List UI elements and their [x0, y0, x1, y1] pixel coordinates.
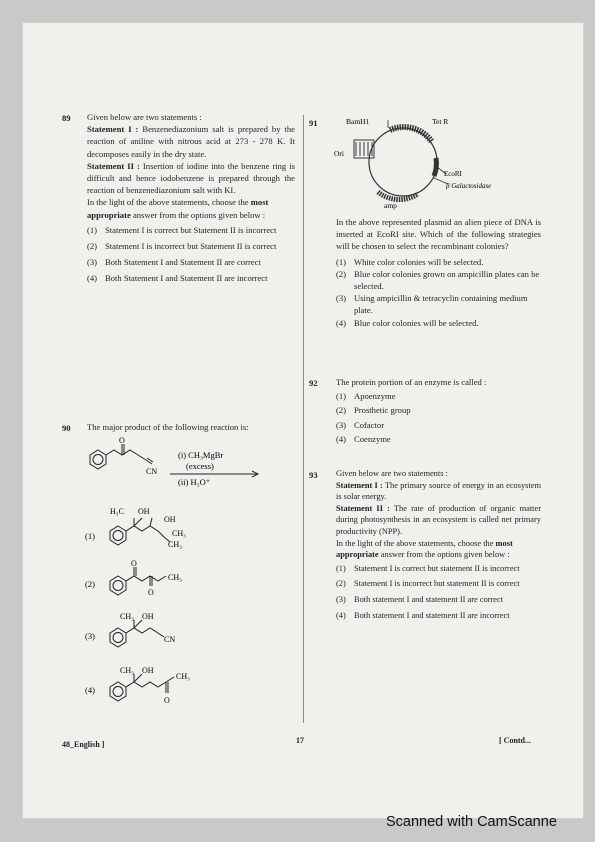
opt2-o-b: O	[148, 588, 154, 597]
tetr-label: Tet R	[432, 117, 449, 126]
q93-statement2-label: Statement II :	[336, 503, 390, 513]
opt2-o-a: O	[131, 559, 137, 568]
q89-prompt-b: most appropriate	[87, 197, 269, 220]
opt3-cn: CN	[164, 635, 176, 644]
q90-option-3-label: (3)	[85, 631, 95, 641]
footer-page-code: 48_English ]	[62, 740, 105, 749]
q93-statement1-label: Statement I :	[336, 480, 383, 490]
q93-option-3[interactable]: (3) Both statement I and statement II are correct	[336, 594, 504, 604]
q92-block	[336, 376, 541, 445]
ori-label: Ori	[334, 149, 344, 158]
benzene-ring	[90, 450, 106, 469]
q93-option-4[interactable]: (4) Both statement I and statement II are incorrect	[336, 610, 510, 620]
opt3-oh: OH	[142, 612, 154, 621]
q93-prompt-a: In the light of the above statements, choose the	[336, 538, 494, 548]
q91-option-2[interactable]: (2) Blue color colonies grown on ampicillin plates can be selected.	[336, 268, 540, 292]
q92-option-1[interactable]: (1) Apoenzyme	[336, 391, 396, 402]
bamh1-label: BamH1	[346, 117, 370, 126]
opt1-ch3-a: CH₃	[172, 529, 186, 538]
q89-statement2-text: Insertion of iodine into the benzene ring is difficult and hence iodobenzene is prepared through the reaction of benzenediazonium salt with KI.	[87, 160, 295, 196]
scanner-watermark: Scanned with CamScanne	[386, 814, 557, 830]
opt2-ch3: CH₃	[168, 573, 182, 582]
carbon-chain	[106, 450, 146, 460]
galactosidase-gene	[434, 158, 436, 176]
q93-option-1[interactable]: (1) Statement I is correct but statement II is incorrect	[336, 563, 520, 573]
opt4-ch3-a: CH₃	[120, 666, 134, 675]
plasmid-diagram	[328, 110, 548, 210]
opt4-o: O	[164, 696, 170, 705]
q93-statement1-text: The primary source of energy in an ecosystem is solar energy.	[336, 480, 541, 502]
ketone-o-label: O	[119, 436, 125, 445]
q92-option-2[interactable]: (2) Prosthetic group	[336, 405, 411, 416]
amp-label: amp	[384, 201, 397, 210]
reagent-2: (ii) H₃O⁺	[178, 477, 211, 487]
opt3-ch3: CH₃	[120, 612, 134, 621]
opt1-ch3-b: CH₃	[168, 540, 182, 549]
q93-prompt-b: most appropriate	[336, 538, 513, 560]
q90-option-2-label: (2)	[85, 579, 95, 589]
reagent-excess: (excess)	[186, 461, 214, 471]
q92-number: 92	[309, 378, 318, 388]
q91-option-3[interactable]: (3) Using ampicillin & tetracyclin containing medium plate.	[336, 293, 528, 316]
q89-prompt-c: answer from the options given below :	[132, 209, 266, 220]
q91-question: In the above represented plasmid an alien piece of DNA is inserted at EcoRI site. Which of the following strategies will be chosen to select the recombinant colonies?	[336, 217, 541, 252]
q89-statement1-text: Benzenediazonium salt is prepared by the reaction of aniline with nitrous acid at 273 - 278 K. It decomposes easily in the dry state.	[87, 124, 295, 159]
q93-number: 93	[309, 470, 318, 480]
q89-prompt-a: In the light of the above statements, choose the	[87, 197, 249, 208]
q90-option-1-label: (1)	[85, 531, 95, 541]
ecori-label: EcoRI	[444, 170, 462, 178]
q93-statement2-text: The rate of production of organic matter during photosynthesis in an ecosystem is called net primary productivity (NPP).	[336, 503, 541, 536]
q93-option-2[interactable]: (2) Statement I is incorrect but statement II is correct	[336, 579, 520, 589]
opt1-h3c: H₃C	[110, 507, 124, 516]
column-divider	[303, 115, 304, 723]
q89-statement1-label: Statement I :	[87, 124, 139, 135]
q91-block	[336, 216, 541, 329]
galactosidase-label: β Galactosidase	[446, 182, 492, 190]
q89-number: 89	[62, 113, 71, 123]
q92-option-4[interactable]: (4) Coenzyme	[336, 433, 391, 444]
q91-number: 91	[309, 118, 318, 128]
q89-intro: Given below are two statements :	[87, 112, 202, 122]
aromatic-circle	[93, 455, 103, 465]
cn-label: CN	[146, 467, 158, 476]
reagent-1: (i) CH₃MgBr	[178, 450, 224, 460]
q93-intro: Given below are two statements :	[336, 469, 448, 478]
footer-contd: [ Contd...	[499, 736, 532, 745]
q89-option-1[interactable]: (1) Statement I is correct but Statement II is incorrect	[87, 224, 277, 235]
q93-prompt-c: answer from the options given below :	[380, 550, 510, 560]
q89-statement2-label: Statement II :	[87, 160, 140, 171]
opt4-oh: OH	[142, 666, 154, 675]
opt4-ch3-b: CH₃	[176, 672, 190, 681]
q89-option-3[interactable]: (3) Both Statement I and Statement II are correct	[87, 257, 261, 268]
q89-block	[87, 111, 295, 285]
q89-option-4[interactable]: (4) Both Statement I and Statement II are incorrect	[87, 273, 268, 284]
q92-question: The protein portion of an enzyme is called :	[336, 377, 487, 387]
q92-option-3[interactable]: (3) Cofactor	[336, 419, 385, 430]
q93-block	[336, 468, 541, 621]
opt1-oh-b: OH	[164, 515, 176, 524]
q89-option-2[interactable]: (2) Statement I is incorrect but Statement II is correct	[87, 241, 277, 252]
q90-question: The major product of the following reaction is:	[87, 422, 249, 432]
q90-option-4-label: (4)	[85, 685, 95, 695]
footer-page-number: 17	[296, 736, 304, 745]
q91-option-1[interactable]: (1) White color colonies will be selected.	[336, 256, 484, 267]
q90-reaction-diagram	[80, 436, 302, 716]
opt1-oh-a: OH	[138, 507, 150, 516]
q90-number: 90	[62, 423, 71, 433]
q91-option-4[interactable]: (4) Blue color colonies will be selected.	[336, 317, 479, 328]
